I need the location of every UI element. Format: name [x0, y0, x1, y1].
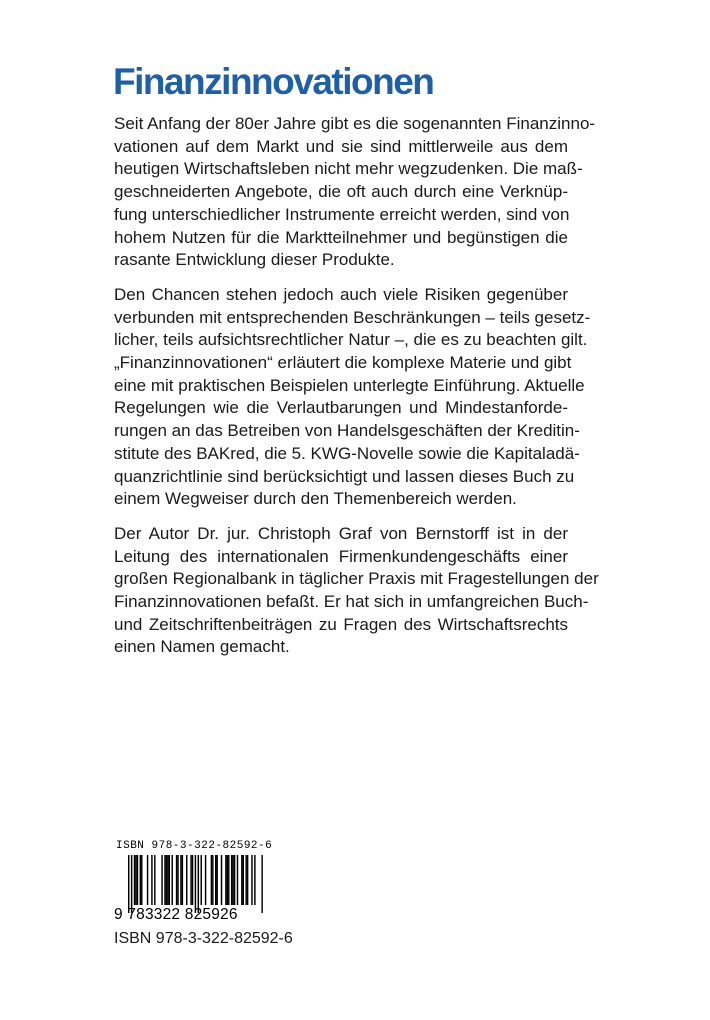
barcode-bar	[166, 855, 167, 905]
barcode-bar	[135, 855, 136, 905]
text-line: fung unterschiedlicher Instrumente erreicht werden, sind von	[114, 204, 570, 224]
text-line: rasante Entwicklung dieser Produkte.	[114, 250, 395, 270]
ean-digits: 9 783322 825926	[114, 906, 238, 923]
book-title: Finanzinnovationen	[113, 61, 434, 102]
barcode-bar	[169, 855, 170, 905]
barcode-bar	[131, 855, 132, 913]
barcode-bar	[192, 855, 193, 905]
barcode-bar	[216, 855, 217, 905]
barcode-bar	[176, 855, 177, 905]
barcode-bar	[232, 855, 233, 905]
barcode-bar	[228, 855, 229, 905]
text-line: „Finanzinnovationen“ erläutert die komplexe Materie und gibt	[114, 353, 572, 373]
text-line: einen Namen gemacht.	[114, 637, 290, 657]
text-line: Leitung des internationalen Firmenkundengeschäfts einer	[114, 546, 568, 566]
text-line: einem Wegweiser durch den Themenbereich werden.	[114, 489, 517, 509]
paragraph-content	[114, 284, 591, 511]
barcode-bar	[128, 855, 129, 913]
text-line: heutigen Wirtschaftsleben nicht mehr wegzudenken. Die maß-	[114, 159, 583, 179]
text-line: Finanzinnovationen befaßt. Er hat sich in umfangreichen Buch-	[114, 592, 589, 612]
text-line: vationen auf dem Markt und sie sind mittlerweile aus dem	[114, 136, 568, 156]
text-line: Der Autor Dr. jur. Christoph Graf von Bernstorff ist in der	[114, 523, 568, 543]
barcode-bar	[164, 855, 165, 905]
text-line: und Zeitschriftenbeiträgen zu Fragen des Wirtschaftsrechts	[114, 614, 568, 634]
text-line: geschneiderten Angebote, die oft auch durch eine Verknüp-	[114, 182, 568, 202]
barcode-bar	[254, 855, 255, 905]
barcode-bar	[195, 855, 196, 913]
barcode-bar	[234, 855, 235, 905]
text-line: großen Regionalbank in täglicher Praxis mit Fragestellungen der	[114, 569, 599, 589]
barcode-bar	[212, 855, 213, 905]
barcode-bar	[161, 855, 162, 905]
text-line: stitute des BAKred, die 5. KWG-Novelle sowie die Kapitaladä-	[114, 443, 580, 463]
barcode-bar	[180, 855, 181, 905]
barcode-bar	[140, 855, 141, 905]
text-line: eine mit praktischen Beispielen unterlegte Einführung. Aktuelle	[114, 375, 585, 395]
barcode-bar	[167, 855, 168, 905]
barcode-bar	[201, 855, 202, 905]
barcode-bar	[261, 855, 262, 913]
barcode-bar	[231, 855, 232, 905]
paragraph-intro	[114, 113, 596, 272]
barcode-bar	[190, 855, 191, 905]
barcode-bar	[182, 855, 183, 905]
text-line: licher, teils aufsichtsrechtlicher Natur –, die es zu beachten gilt.	[114, 330, 588, 350]
barcode-bar	[237, 855, 238, 905]
barcode-bar	[243, 855, 244, 905]
text-line: Den Chancen stehen jedoch auch viele Risiken gegenüber	[114, 284, 568, 304]
text-line: verbunden mit entsprechenden Beschränkungen – teils gesetz-	[114, 307, 591, 327]
barcode-bar	[215, 855, 216, 905]
isbn-top-label: ISBN 978-3-322-82592-6	[116, 840, 273, 852]
isbn-bottom-label: ISBN 978-3-322-82592-6	[114, 930, 293, 947]
barcode-bar	[227, 855, 228, 905]
barcode-bar	[151, 855, 152, 905]
barcode-bar	[241, 855, 242, 905]
text-line: Seit Anfang der 80er Jahre gibt es die sogenannten Finanzinno-	[114, 114, 596, 133]
barcode-bar	[211, 855, 212, 905]
barcode-bar	[147, 855, 148, 905]
barcode-bar	[177, 855, 178, 905]
barcode-bar	[154, 855, 155, 905]
paragraph-author	[114, 523, 599, 659]
barcode-bar	[137, 855, 138, 905]
blurb-text	[114, 113, 599, 671]
barcode-bar	[221, 855, 222, 905]
text-line: Regelungen wie die Verlautbarungen und Mindestanforde-	[114, 398, 568, 418]
barcode-bar	[245, 855, 246, 905]
barcode-bar	[134, 855, 135, 905]
barcode-bar	[141, 855, 142, 905]
barcode-bar	[172, 855, 173, 905]
barcode-bar	[225, 855, 226, 905]
text-line: rungen an das Betreiben von Handelsgeschäften der Kreditin-	[114, 421, 580, 441]
barcode-bar	[198, 855, 199, 913]
text-line: hohem Nutzen für die Marktteilnehmer und begünstigen die	[114, 227, 568, 247]
barcode-bar	[247, 855, 248, 905]
barcode-bar	[251, 855, 252, 905]
text-line: quanzrichtlinie sind berücksichtigt und lassen dieses Buch zu	[114, 466, 575, 486]
barcode-bar	[186, 855, 187, 905]
barcode-bar	[205, 855, 206, 905]
